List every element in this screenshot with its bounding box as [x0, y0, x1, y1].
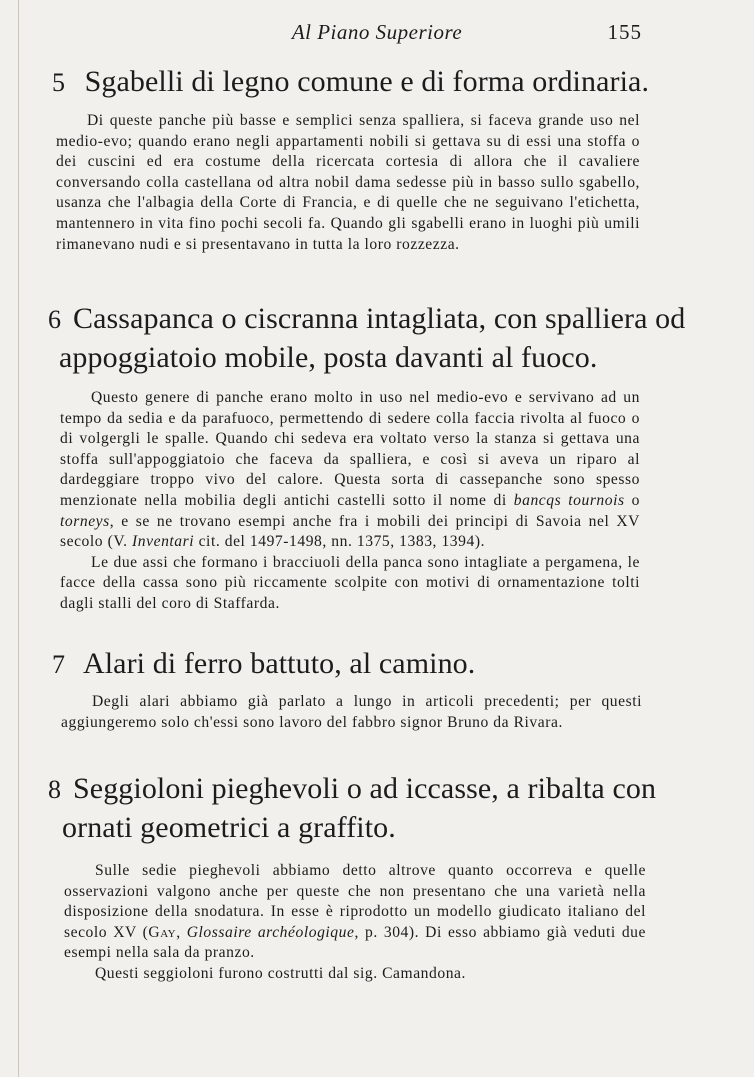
entry-number: 8	[48, 775, 62, 804]
entry-7	[0, 645, 754, 733]
entry-heading-continued	[0, 339, 754, 377]
italic-title: Glossaire archéologique	[186, 923, 355, 941]
entry-number: 6	[48, 305, 62, 334]
author-name: Gay	[148, 923, 177, 941]
text-run: Sulle sedie pieghevoli abbiamo detto altrove quanto occorreva e quelle osservazioni valgono anche per queste che non presentano che una varietà nella disposizione della snodatura. In esse è riprodotto un modello giudicato italiano del secolo XV (	[64, 862, 646, 941]
italic-term: bancqs tournois	[513, 491, 625, 509]
running-title: Al Piano Superiore	[291, 20, 463, 44]
entry-body	[64, 861, 646, 985]
entry-heading-continued	[0, 809, 754, 847]
page-number: 155	[607, 20, 642, 44]
entry-body	[61, 692, 642, 733]
entry-6	[0, 300, 754, 615]
paragraph: Di queste panche più basse e semplici senza spalliera, si faceva grande uso nel medio-evo; quando erano negli appartamenti nobili si gettava su di essi una stoffa o dei cuscini ed era costume della ricercata cortesia di allora che il cavaliere conversando colla castellana od altra nobil dama sedesse più in basso sullo sgabello, usanza che l'albagia della Corte di Francia, e di quelle che ne seguivano l'etichetta, mantennero in vita fino pochi secoli fa. Quando gli sgabelli erano in luoghi più umili rimanevano nudi e si presentavano in tutta la loro rozzezza.	[56, 112, 640, 253]
paragraph: Degli alari abbiamo già parlato a lungo in articoli precedenti; per questi aggiungeremo solo ch'essi sono lavoro del fabbro signor Bruno da Rivara.	[61, 693, 642, 731]
text-run: o	[624, 491, 641, 509]
entry-title: Alari di ferro battuto, al camino.	[82, 647, 476, 680]
italic-term: torneys	[60, 512, 110, 530]
entry-title-line-1: Cassapanca o ciscranna intagliata, con spalliera od	[73, 302, 686, 335]
entry-heading	[0, 645, 754, 684]
entry-body	[60, 388, 640, 615]
text-run: Questo genere di panche erano molto in uso nel medio-evo e servivano ad un tempo da sedia e da parafuoco, permettendo di sedere colla faccia rivolta al fuoco o di volgergli le spalle. Quando chi sedeva era voltato verso la stanza si gettava una stoffa sull'appoggiatoio che faceva da spalliera, e così si aveva un riparo al dardeggiare troppo vivo del calore. Questa sorta di cassepanche sono spesso menzionate nella mobilia degli antichi castelli sotto il nome di	[60, 389, 640, 509]
entry-heading	[0, 300, 754, 339]
entry-body	[56, 111, 640, 255]
entry-title: Sgabelli di legno comune e di forma ordinaria.	[84, 65, 650, 98]
paragraph: Le due assi che formano i bracciuoli della panca sono intagliate a pergamena, le facce della cassa sono più riccamente scolpite con motivi di ornamentazione tolti dagli stalli del coro di Staffarda.	[60, 553, 640, 612]
paragraph: Questi seggioloni furono costrutti dal sig. Camandona.	[95, 964, 466, 982]
entry-title-line-2: ornati geometrici a graffito.	[62, 811, 396, 844]
text-run: , p. 304). Di esso abbiamo già veduti due esempi nella sala da pranzo.	[64, 923, 646, 962]
entry-5	[0, 63, 754, 255]
entry-number: 5	[52, 68, 66, 97]
entry-heading	[0, 63, 754, 102]
text-run: cit. del 1497-1498, nn. 1375, 1383, 1394).	[194, 533, 486, 551]
paragraph	[60, 388, 640, 553]
italic-term: Inventari	[132, 533, 195, 551]
text-run: , e se ne trovano esempi anche fra i mobili dei principi di Savoia nel XV secolo (V.	[60, 512, 640, 551]
entry-title-line-1: Seggioloni pieghevoli o ad iccasse, a ribalta con	[73, 772, 657, 805]
entry-heading	[0, 770, 754, 809]
entry-8	[0, 770, 754, 985]
entry-title-line-2: appoggiatoio mobile, posta davanti al fuoco.	[59, 341, 598, 374]
paragraph	[64, 861, 646, 964]
text-run: ,	[176, 923, 187, 941]
entry-number: 7	[52, 650, 66, 679]
running-head	[0, 14, 754, 50]
